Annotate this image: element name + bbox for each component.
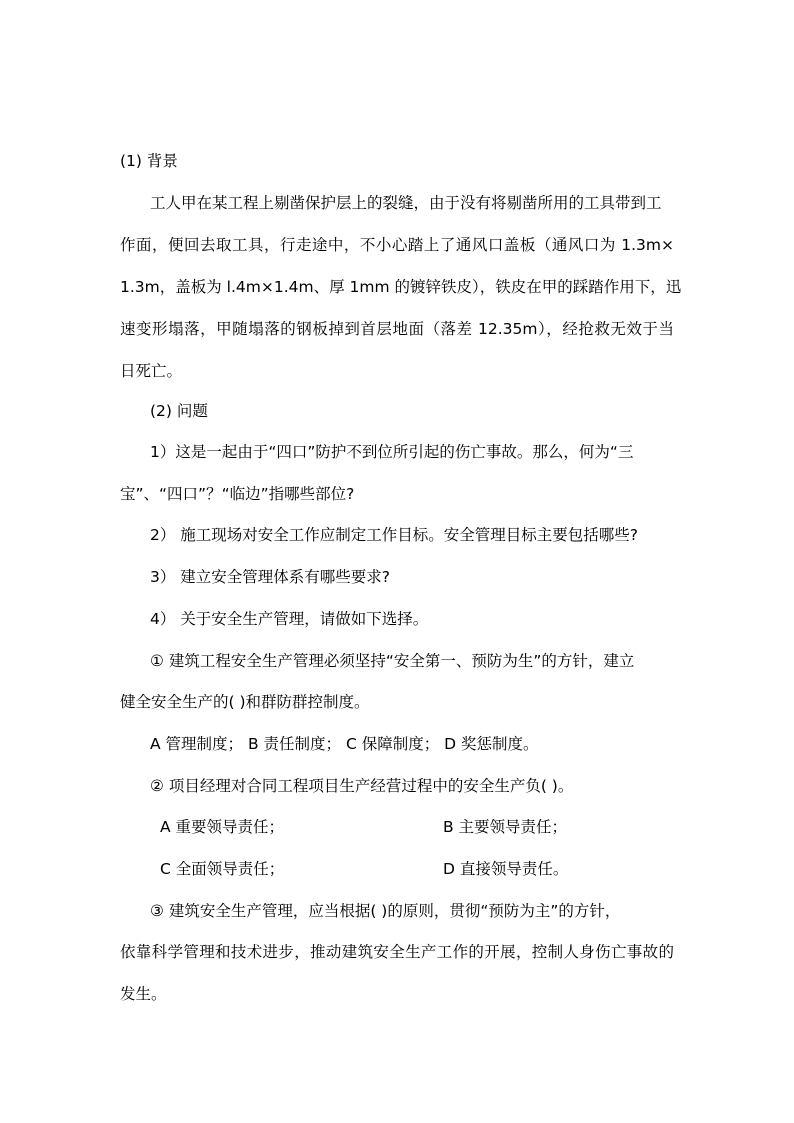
questions-heading: (2) 问题 — [150, 402, 208, 420]
question-1-line-1: 1）这是一起由于“四口”防护不到位所引起的伤亡事故。那么，何为“三 — [150, 443, 634, 461]
choice-2: ② 项目经理对合同工程项目生产经营过程中的安全生产负( )。 — [150, 777, 574, 795]
background-line-2: 作面，便回去取工具，行走途中，不小心踏上了通风口盖板（通风口为 1.3m× — [120, 236, 674, 254]
question-3: 3） 建立安全管理体系有哪些要求? — [150, 568, 391, 586]
background-line-3: 1.3m，盖板为 l.4m×1.4m、厚 1mm 的镀锌铁皮），铁皮在甲的踩踏作用下，迅 — [120, 278, 682, 296]
choice-2-option-a: A 重要领导责任； — [160, 818, 285, 836]
choice-2-option-c: C 全面领导责任； — [160, 860, 285, 878]
choice-1-options: A 管理制度； B 责任制度； C 保障制度； D 奖惩制度。 — [150, 735, 539, 753]
choice-1-line-2: 健全安全生产的( )和群防群控制度。 — [120, 693, 370, 711]
choice-1-line-1: ① 建筑工程安全生产管理必须坚持“安全第一、预防为生”的方针，建立 — [150, 652, 635, 670]
choice-2-option-d: D 直接领导责任。 — [443, 860, 569, 878]
background-heading: (1) 背景 — [120, 152, 178, 170]
background-line-1: 工人甲在某工程上剔凿保护层上的裂缝，由于没有将剔凿所用的工具带到工 — [150, 194, 662, 212]
choice-2-option-b: B 主要领导责任； — [443, 818, 568, 836]
background-line-4: 速变形塌落，甲随塌落的钢板掉到首层地面（落差 12.35m），经抢救无效于当 — [120, 320, 674, 338]
background-line-5: 日死亡。 — [120, 362, 183, 380]
choice-3-line-1: ③ 建筑安全生产管理，应当根据( )的原则，贯彻“预防为主”的方针， — [150, 902, 621, 920]
question-1-line-2: 宝”、“四口”？“临边”指哪些部位? — [120, 485, 355, 503]
question-2: 2） 施工现场对安全工作应制定工作目标。安全管理目标主要包括哪些? — [150, 526, 639, 544]
choice-3-line-2: 依靠科学管理和技术进步，推动建筑安全生产工作的开展，控制人身伤亡事故的 — [120, 943, 674, 961]
choice-3-line-3: 发生。 — [120, 985, 167, 1003]
question-4: 4） 关于安全生产管理，请做如下选择。 — [150, 610, 429, 628]
